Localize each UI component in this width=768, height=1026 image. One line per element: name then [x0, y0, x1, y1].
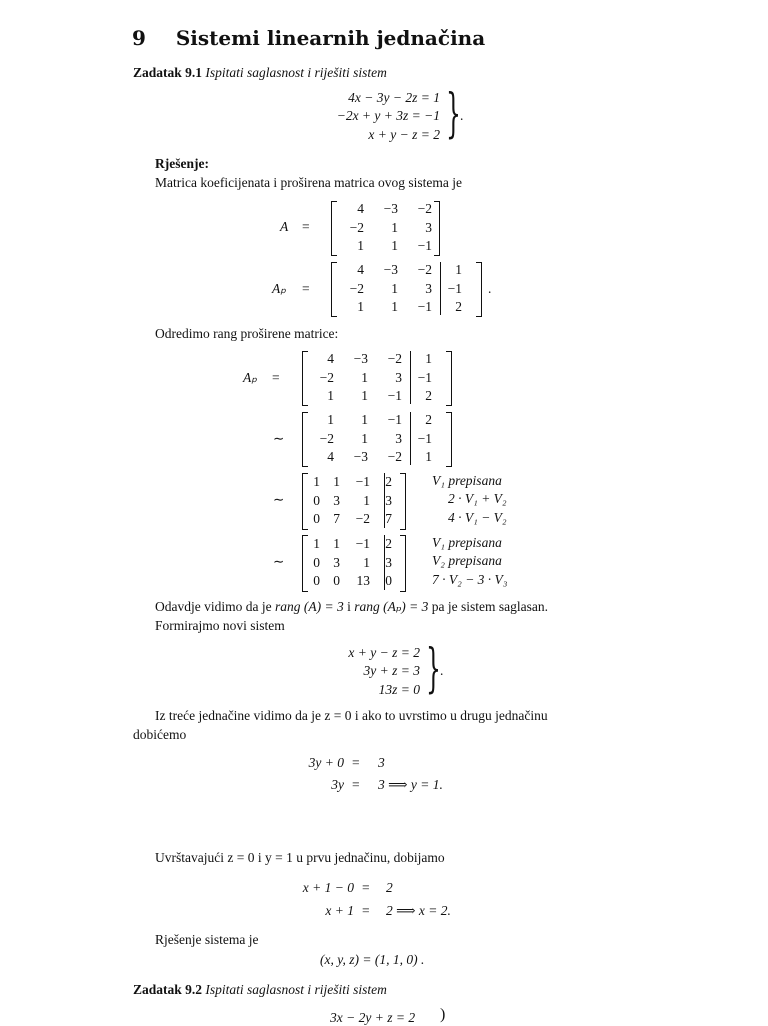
step4-note-3: 7 · V₂ − 3 · V₃: [432, 572, 508, 587]
task-text: Ispitati saglasnost i riješiti sistem: [205, 65, 387, 80]
derive-y-rel-1: =: [352, 755, 360, 770]
task-2-label: Zadatak 9.2: [133, 982, 203, 997]
derive-y-lhs-1: 3y + 0: [308, 755, 344, 770]
reduction-step-2: 1 1 −1 2 −2 1 3 −1 4 −3 −2 1: [319, 412, 432, 464]
task-label: Zadatak 9.1: [133, 65, 203, 80]
system-3-eq-1: 3x − 2y + z = 2: [330, 1010, 416, 1025]
derive-x-rhs-1: 2: [386, 880, 393, 895]
task-2-text: Ispitati saglasnost i riješiti sistem: [205, 982, 387, 997]
step3-divider: [384, 473, 385, 528]
step1-label: Aₚ: [243, 370, 258, 385]
step3-note-1: V₁ prepisana: [432, 473, 502, 488]
conclusion-text: Odavdje vidimo da je rang (A) = 3 i rang (Aₚ) = 3 pa je sistem saglasan.: [155, 599, 548, 614]
step3-note-3: 4 · V₁ − V₂: [448, 510, 507, 525]
system-2-period: .: [440, 663, 444, 678]
step1-left-bracket: [302, 351, 308, 406]
derive-y-rhs-1: 3: [378, 755, 385, 770]
solution-text: Rješenje sistema je: [155, 932, 259, 947]
step1-right-bracket: [446, 351, 452, 406]
solution-value: (x, y, z) = (1, 1, 0) .: [320, 952, 425, 967]
step1-equals: =: [272, 370, 280, 385]
derive-x-lhs-1: x + 1 − 0: [302, 880, 354, 895]
system-2-eq-1: x + y − z = 2: [348, 645, 420, 660]
matrix-a-label: A: [280, 219, 289, 234]
matrix-ap-divider: [440, 262, 441, 315]
reduction-step-1: 4 −3 −2 1 −2 1 3 −1 1 1 −1 2: [319, 351, 432, 403]
matrix-ap-right-bracket: [476, 262, 482, 317]
matrix-a-left-bracket: [331, 201, 337, 256]
section-heading: [132, 26, 485, 50]
reduction-step-4: 1 1 −1 2 0 3 1 3 0 0 13 0: [313, 536, 392, 588]
system-3-brace: ): [440, 1006, 446, 1023]
step4-tilde: ∼: [273, 554, 285, 569]
matrix-a: 4 −3 −2 −2 1 3 1 1 −1: [349, 201, 432, 253]
derive-x-rel-2: =: [362, 903, 370, 918]
system-2-brace: }: [426, 639, 441, 699]
step1-divider: [410, 351, 411, 404]
section-title: Sistemi linearnih jednačina: [175, 26, 486, 50]
step3-tilde: ∼: [273, 492, 285, 507]
system-1-eq-1: 4x − 3y − 2z = 1: [348, 90, 440, 105]
rank-ap: rang (Aₚ) = 3: [354, 599, 429, 614]
matrix-ap-equals: =: [302, 281, 310, 296]
new-system-text: Formirajmo novi sistem: [155, 618, 285, 633]
derive-x-rhs-2: 2 ⟹ x = 2.: [386, 903, 451, 918]
step4-divider: [384, 535, 385, 590]
rank-a: rang (A) = 3: [274, 599, 344, 614]
matrix-ap-period: .: [488, 281, 492, 296]
matrix-ap: 4 −3 −2 1 −2 1 3 −1 1 1 −1 2: [349, 262, 462, 314]
step2-left-bracket: [302, 412, 308, 467]
matrix-a-equals: =: [302, 219, 310, 234]
derive-y-lhs-2: 3y: [331, 777, 344, 792]
step3-right-bracket: [400, 473, 406, 530]
step3-note-2: 2 · V₁ + V₂: [448, 491, 507, 506]
system-2-eq-2: 3y + z = 3: [363, 663, 420, 678]
system-1-eq-2: −2x + y + 3z = −1: [336, 108, 440, 123]
solution-heading: Rješenje:: [155, 156, 209, 171]
reduction-step-3: 1 1 −1 2 0 3 1 3 0 7 −2 7: [313, 474, 392, 526]
step2-tilde: ∼: [273, 431, 285, 446]
system-1-brace: }: [446, 84, 461, 144]
system-2-eq-3: 13z = 0: [378, 682, 420, 697]
step2-divider: [410, 412, 411, 465]
third-eq-text-cont: dobićemo: [133, 727, 187, 742]
derive-y-rel-2: =: [352, 777, 360, 792]
step4-note-2: V₂ prepisana: [432, 553, 502, 568]
section-number: 9: [132, 26, 146, 50]
system-1-period: .: [460, 108, 464, 123]
step2-right-bracket: [446, 412, 452, 467]
step4-note-1: V₁ prepisana: [432, 535, 502, 550]
matrix-a-right-bracket: [434, 201, 440, 256]
substitute-text: Uvrštavajući z = 0 i y = 1 u prvu jednačinu, dobijamo: [155, 850, 445, 865]
derive-x-lhs-2: x + 1: [325, 903, 354, 918]
step4-right-bracket: [400, 535, 406, 592]
derive-x-rel-1: =: [362, 880, 370, 895]
task-9-2: [133, 982, 387, 998]
intro-text: Matrica koeficijenata i proširena matrica ovog sistema je: [155, 175, 462, 190]
third-eq-text: Iz treće jednačine vidimo da je z = 0 i ako to uvrstimo u drugu jednačinu: [155, 708, 548, 723]
task-9-1: [133, 65, 387, 81]
system-1-eq-3: x + y − z = 2: [368, 127, 440, 142]
rank-text: Odredimo rang proširene matrice:: [155, 326, 339, 341]
matrix-ap-label: Aₚ: [272, 281, 287, 296]
matrix-ap-left-bracket: [331, 262, 337, 317]
derive-y-rhs-2: 3 ⟹ y = 1.: [378, 777, 443, 792]
